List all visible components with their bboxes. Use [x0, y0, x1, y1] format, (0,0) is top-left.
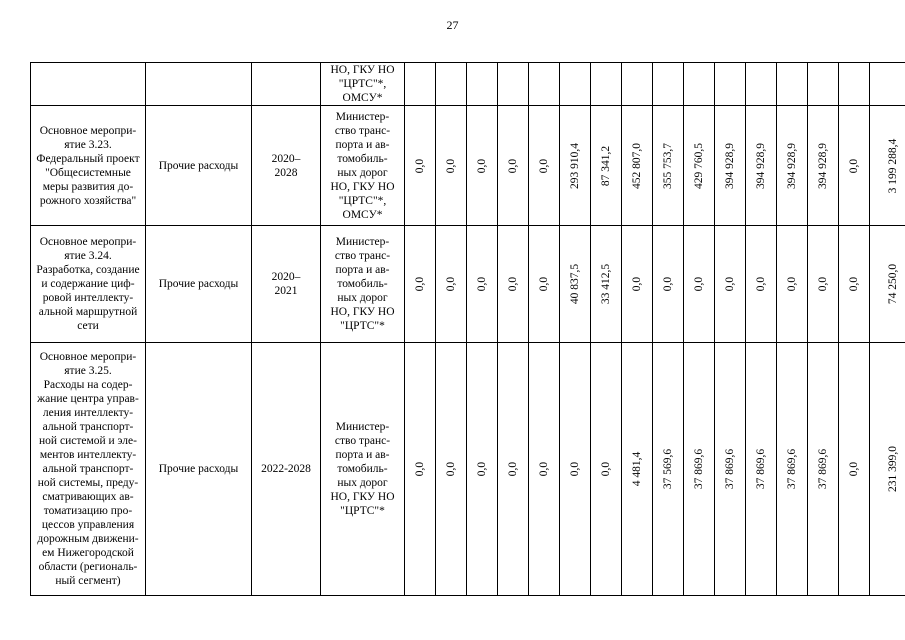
period-cell-text: 2020– 2028 [271, 152, 301, 179]
funding-value-cell [591, 226, 622, 343]
funding-value-cell-text: 87 341,2 [600, 145, 612, 186]
funding-value-cell [777, 343, 808, 596]
funding-value-cell [839, 106, 870, 226]
period-cell-text: 2020– 2021 [271, 271, 301, 297]
funding-value-cell [870, 226, 905, 343]
funding-value-cell [715, 106, 746, 226]
funding-value-cell [684, 226, 715, 343]
funding-value-cell [498, 343, 529, 596]
funding-value-cell [746, 226, 777, 343]
period-cell [252, 343, 321, 596]
funding-value-cell [622, 63, 653, 106]
activity-description-cell [31, 63, 146, 106]
funding-value-cell [405, 226, 436, 343]
funding-value-cell-text: 37 869,6 [786, 448, 798, 490]
funding-value-cell [405, 106, 436, 226]
funding-value-cell [870, 343, 905, 596]
funding-value-cell-text: 0,0 [848, 158, 860, 173]
funding-value-cell-text: 0,0 [848, 276, 860, 292]
table-row [31, 226, 905, 343]
activity-description-cell [31, 106, 146, 226]
page-number: 27 [446, 18, 459, 32]
funding-value-cell [436, 63, 467, 106]
funding-value-cell [622, 106, 653, 226]
funding-value-cell-text: 37 869,6 [724, 448, 736, 490]
funding-value-cell-text: 0,0 [414, 276, 426, 292]
period-cell [252, 106, 321, 226]
funding-value-cell-text: 0,0 [538, 461, 550, 477]
funding-value-cell-text: 0,0 [414, 158, 426, 173]
funding-value-cell-text: 452 807,0 [631, 142, 643, 189]
funding-value-cell-text: 0,0 [507, 276, 519, 292]
period-cell-text: 2022-2028 [261, 463, 311, 475]
funding-value-cell [684, 63, 715, 106]
funding-value-cell-text: 0,0 [693, 276, 705, 292]
funding-value-cell-text: 37 869,6 [693, 448, 705, 490]
funding-value-cell-text: 33 412,5 [600, 263, 612, 305]
funding-value-cell [839, 226, 870, 343]
funding-value-cell [529, 343, 560, 596]
funding-value-cell-text: 0,0 [755, 276, 767, 292]
funding-value-cell [808, 106, 839, 226]
funding-value-cell [684, 343, 715, 596]
funding-value-cell [560, 106, 591, 226]
funding-value-cell-text: 0,0 [538, 276, 550, 292]
funding-value-cell [498, 106, 529, 226]
funding-value-cell-text: 0,0 [538, 158, 550, 173]
table-row [31, 63, 905, 106]
funding-value-cell [839, 63, 870, 106]
funding-value-cell [808, 226, 839, 343]
funding-value-cell [436, 106, 467, 226]
expense-type-cell [146, 63, 252, 106]
expense-type-cell-text: Прочие расходы [158, 278, 239, 290]
funding-value-cell [560, 343, 591, 596]
responsible-executor-cell-text: НО, ГКУ НО "ЦРТС"*, ОМСУ* [330, 64, 395, 104]
expense-type-cell [146, 106, 252, 226]
funding-value-cell-text: 0,0 [600, 461, 612, 477]
activity-description-cell [31, 226, 146, 343]
funding-value-cell-text: 394 928,9 [755, 142, 767, 189]
funding-value-cell-text: 355 753,7 [662, 142, 674, 189]
funding-value-cell-text: 0,0 [786, 276, 798, 292]
activity-description-cell-text: Основное меропри- ятие 3.24. Разработка, создание и содержание циф- ровой интеллекту- альной маршрутной сети [36, 236, 140, 332]
funding-value-cell-text: 394 928,9 [724, 142, 736, 189]
funding-value-cell-text: 293 910,4 [569, 142, 581, 189]
funding-value-cell [436, 226, 467, 343]
funding-value-cell [777, 106, 808, 226]
funding-value-cell [777, 63, 808, 106]
responsible-executor-cell-text: Министер- ство транс- порта и ав- томобиль- ных дорог НО, ГКУ НО "ЦРТС"*, ОМСУ* [330, 110, 395, 221]
period-cell [252, 226, 321, 343]
funding-value-cell-text: 74 250,0 [886, 263, 899, 305]
expense-type-cell [146, 343, 252, 596]
funding-value-cell [622, 343, 653, 596]
funding-value-cell-text: 0,0 [476, 158, 488, 173]
funding-value-cell [498, 63, 529, 106]
responsible-executor-cell [321, 63, 405, 106]
funding-value-cell [715, 226, 746, 343]
expense-type-cell [146, 226, 252, 343]
funding-value-cell-text: 394 928,9 [817, 142, 829, 189]
responsible-executor-cell [321, 343, 405, 596]
funding-value-cell [529, 106, 560, 226]
funding-value-cell-text: 0,0 [445, 276, 457, 292]
funding-value-cell-text: 0,0 [662, 276, 674, 292]
funding-value-cell [808, 343, 839, 596]
table-row [31, 106, 905, 226]
funding-value-cell [653, 63, 684, 106]
funding-value-cell-text: 0,0 [631, 276, 643, 292]
funding-value-cell [591, 343, 622, 596]
funding-value-cell-text: 37 869,6 [755, 448, 767, 490]
table-row [31, 343, 905, 596]
responsible-executor-cell-text: Министер- ство транс- порта и ав- томобиль- ных дорог НО, ГКУ НО "ЦРТС"* [330, 421, 395, 517]
funding-value-cell [777, 226, 808, 343]
funding-value-cell [808, 63, 839, 106]
funding-value-cell [467, 226, 498, 343]
funding-value-cell-text: 0,0 [724, 276, 736, 292]
funding-value-cell [870, 63, 905, 106]
period-cell [252, 63, 321, 106]
funding-value-cell-text: 0,0 [476, 276, 488, 292]
funding-value-cell-text: 0,0 [817, 276, 829, 292]
funding-value-cell-text: 40 837,5 [569, 263, 581, 305]
funding-value-cell [467, 343, 498, 596]
responsible-executor-cell-text: Министер- ство транс- порта и ав- томобиль- ных дорог НО, ГКУ НО "ЦРТС"* [330, 236, 395, 332]
funding-value-cell [405, 63, 436, 106]
activity-description-cell-text: Основное меропри- ятие 3.25. Расходы на содер- жание центра управ- ления интеллекту- альной транспорт- ной системой и эле- ментов интеллекту- альной транспорт- ной системы, преду- сматривающих ав- томатизацию про- цессов управления дорожным движени- ем Нижегородской области (региональ- ный сегмент) [37, 351, 139, 587]
funding-value-cell [653, 106, 684, 226]
funding-value-cell-text: 0,0 [507, 158, 519, 173]
funding-value-cell [498, 226, 529, 343]
funding-value-cell [870, 106, 905, 226]
funding-value-cell-text: 231 399,0 [886, 446, 899, 492]
funding-value-cell-text: 0,0 [848, 461, 860, 477]
funding-value-cell-text: 429 760,5 [693, 142, 705, 189]
funding-value-cell [746, 106, 777, 226]
funding-value-cell [560, 226, 591, 343]
funding-value-cell [560, 63, 591, 106]
funding-value-cell [591, 63, 622, 106]
funding-value-cell-text: 0,0 [569, 461, 581, 477]
funding-value-cell [653, 343, 684, 596]
funding-value-cell [684, 106, 715, 226]
funding-value-cell [529, 226, 560, 343]
funding-value-cell-text: 0,0 [445, 461, 457, 477]
funding-value-cell-text: 4 481,4 [631, 451, 643, 487]
funding-value-cell [591, 106, 622, 226]
funding-value-cell [746, 343, 777, 596]
funding-value-cell [405, 343, 436, 596]
responsible-executor-cell [321, 106, 405, 226]
funding-value-cell [622, 226, 653, 343]
funding-value-cell-text: 394 928,9 [786, 142, 798, 189]
funding-value-cell-text: 3 199 288,4 [886, 138, 899, 193]
funding-value-cell-text: 37 869,6 [817, 448, 829, 490]
expense-type-cell-text: Прочие расходы [158, 463, 239, 475]
activity-description-cell-text: Основное меропри- ятие 3.23. Федеральный проект "Общесистемные меры развития до- рожного хозяйства" [36, 124, 140, 207]
expense-type-cell-text: Прочие расходы [158, 159, 239, 172]
funding-value-cell [746, 63, 777, 106]
budget-table [30, 62, 905, 596]
funding-value-cell-text: 0,0 [445, 158, 457, 173]
funding-value-cell [715, 63, 746, 106]
responsible-executor-cell [321, 226, 405, 343]
funding-value-cell [467, 106, 498, 226]
funding-value-cell [653, 226, 684, 343]
funding-value-cell [715, 343, 746, 596]
funding-value-cell [529, 63, 560, 106]
funding-value-cell-text: 0,0 [507, 461, 519, 477]
funding-value-cell [839, 343, 870, 596]
funding-value-cell-text: 0,0 [476, 461, 488, 477]
funding-value-cell-text: 37 569,6 [662, 448, 674, 490]
funding-value-cell [436, 343, 467, 596]
funding-value-cell-text: 0,0 [414, 461, 426, 477]
activity-description-cell [31, 343, 146, 596]
funding-value-cell [467, 63, 498, 106]
